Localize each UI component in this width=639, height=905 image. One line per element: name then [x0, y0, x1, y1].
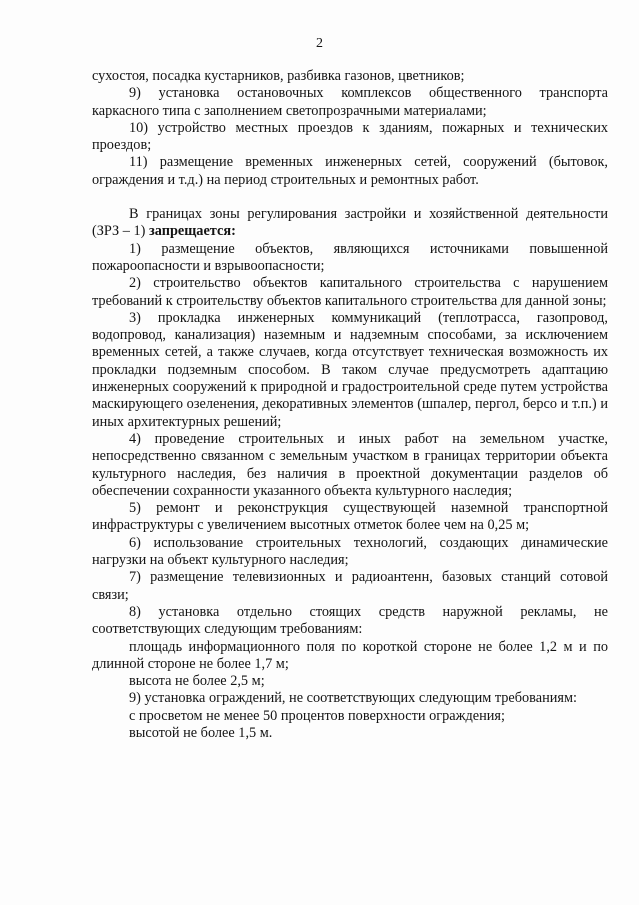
forbidden-item-3: 3) прокладка инженерных коммуникаций (теплотрасса, газопровод, водопровод, канализация) наземным и надземным способами, за исключением временных сетей, а также случаев, когда отсутствует техническая возможность их прокладки подземным способом. В таком случае предусмотреть адаптацию инженерных сооружений к природной и градостроительной среде путем устройства маскирующего озеленения, декоративных элементов (шпалер, пергол, берсо и т.п.) и иных архитектурных решений;: [92, 309, 608, 430]
forbidden-label: запрещается:: [145, 223, 236, 240]
forbidden-item-8: 8) установка отдельно стоящих средств наружной рекламы, не соответствующих следующим требованиям:: [92, 603, 608, 638]
section-intro: [92, 206, 608, 241]
section-intro-text: В границах зоны регулирования застройки и хозяйственной деятельности (ЗРЗ – 1): [92, 206, 608, 240]
forbidden-item-9: 9) установка ограждений, не соответствующих следующим требованиям:: [129, 690, 577, 707]
page-number: 2: [316, 36, 323, 51]
forbidden-item-9-subitem-height: высотой не более 1,5 м.: [129, 724, 273, 741]
forbidden-item-1: 1) размещение объектов, являющихся источниками повышенной пожароопасности и взрывоопасности;: [92, 240, 608, 274]
forbidden-item-5: 5) ремонт и реконструкция существующей наземной транспортной инфраструктуры с увеличением высотных отметок более чем на 0,25 м;: [92, 500, 608, 534]
forbidden-item-8-subitem-height: высота не более 2,5 м;: [129, 673, 265, 690]
paragraph-item-11: 11) размещение временных инженерных сетей, сооружений (бытовок, ограждения и т.д.) на период строительных и ремонтных работ.: [92, 154, 608, 188]
document-body: [92, 68, 608, 742]
section-gap: [92, 189, 608, 206]
forbidden-item-4: 4) проведение строительных и иных работ на земельном участке, непосредственно связанном с земельным участком в границах территории объекта культурного наследия, без наличия в проектной документации разделов об обеспечении сохранности указанного объекта культурного наследия;: [92, 430, 608, 499]
forbidden-item-6: 6) использование строительных технологий, создающих динамические нагрузки на объект культурного наследия;: [92, 534, 608, 569]
paragraph-continued: сухостоя, посадка кустарников, разбивка газонов, цветников;: [92, 68, 465, 84]
forbidden-item-8-subitem-area: площадь информационного поля по короткой стороне не более 1,2 м и по длинной стороне не более 1,7 м;: [92, 638, 608, 672]
forbidden-item-9-subitem-clearance: с просветом не менее 50 процентов поверхности ограждения;: [129, 707, 505, 724]
forbidden-item-2: 2) строительство объектов капитального строительства с нарушением требований к строительству объектов капитального строительства для данной зоны;: [92, 275, 608, 309]
paragraph-item-10: 10) устройство местных проездов к зданиям, пожарных и технических проездов;: [92, 119, 608, 154]
forbidden-item-7: 7) размещение телевизионных и радиоантенн, базовых станций сотовой связи;: [92, 569, 608, 603]
paragraph-item-9: 9) установка остановочных комплексов общественного транспорта каркасного типа с заполнением светопрозрачными материалами;: [92, 85, 608, 119]
